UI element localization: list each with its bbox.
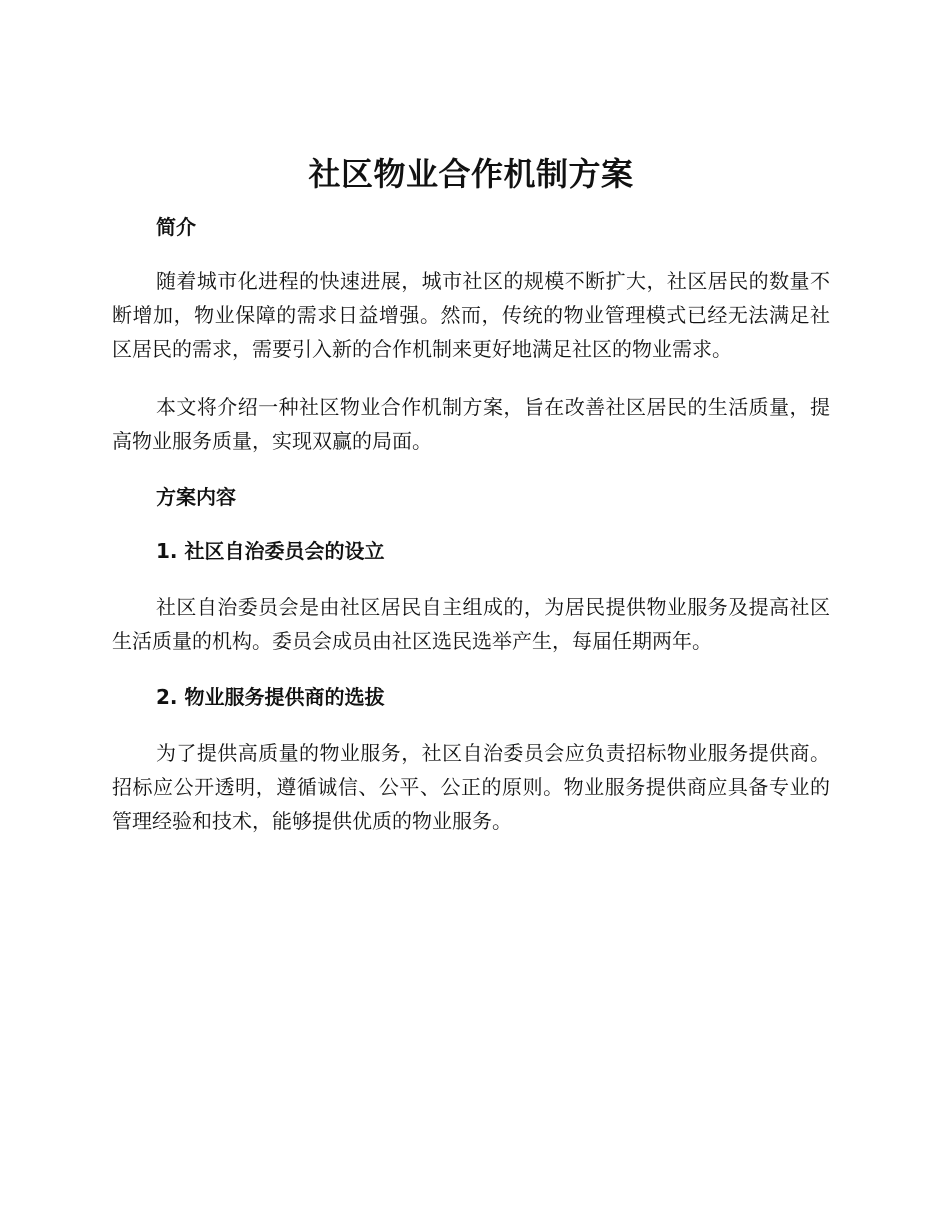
section-1-heading: 1. 社区自治委员会的设立	[156, 539, 385, 563]
spacer	[112, 366, 830, 390]
spacer	[112, 566, 830, 590]
document-body	[112, 150, 830, 838]
intro-heading: 简介	[156, 215, 196, 239]
spacer	[112, 658, 830, 682]
spacer	[112, 512, 830, 536]
section-1-paragraph: 社区自治委员会是由社区居民自主组成的，为居民提供物业服务及提高社区生活质量的机构。委员会成员由社区选民选举产生，每届任期两年。	[112, 595, 830, 653]
section-2-paragraph: 为了提供高质量的物业服务，社区自治委员会应负责招标物业服务提供商。招标应公开透明，遵循诚信、公平、公正的原则。物业服务提供商应具备专业的管理经验和技术，能够提供优质的物业服务。	[112, 741, 830, 833]
spacer	[112, 712, 830, 736]
spacer	[112, 458, 830, 482]
section-2-heading: 2. 物业服务提供商的选拔	[156, 685, 385, 709]
spacer	[112, 242, 830, 264]
page-title: 社区物业合作机制方案	[308, 155, 634, 193]
plan-heading: 方案内容	[156, 485, 236, 509]
intro-paragraph-1: 随着城市化进程的快速进展，城市社区的规模不断扩大，社区居民的数量不断增加，物业保障的需求日益增强。然而，传统的物业管理模式已经无法满足社区居民的需求，需要引入新的合作机制来更好地满足社区的物业需求。	[112, 269, 830, 361]
intro-paragraph-2: 本文将介绍一种社区物业合作机制方案，旨在改善社区居民的生活质量，提高物业服务质量，实现双赢的局面。	[112, 395, 830, 453]
